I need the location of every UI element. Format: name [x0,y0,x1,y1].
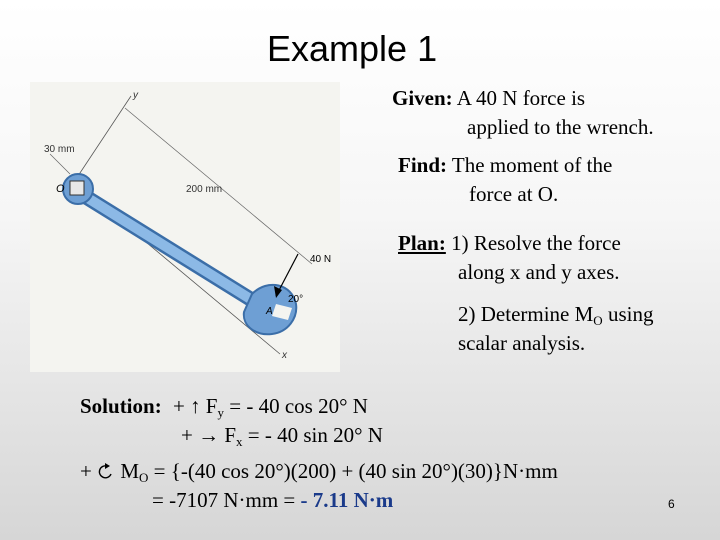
plan-step2-pre: 2) Determine M [458,302,594,326]
y-axis-label: y [133,90,138,101]
solution-fx-sub: x [236,434,243,449]
solution-fx-prefix: + → F [181,423,237,447]
force-label: 40 N [310,254,332,265]
solution-fy-eq: = - 40 cos 20° N [223,394,368,418]
counterclockwise-rotation-icon [97,462,115,480]
solution-result-answer: - 7.11 N·m [300,488,394,512]
wrench-figure [30,82,340,372]
plan-step2-sub: O [593,313,603,328]
solution-fy-prefix: + ↑ F [172,394,218,418]
solution-mo-eq: = {-(40 cos 20°)(200) + (40 sin 20°)(30)}N·mm [148,459,558,483]
plan-label: Plan: [398,231,446,255]
x-axis-label: x [282,350,287,361]
solution-result-pre: = -7107 N·mm = [152,488,296,512]
solution-fx-eq: = - 40 sin 20° N [242,423,383,447]
plan-step1-text-1: 1) Resolve the force [451,231,621,255]
find-text-1: The moment of the [451,153,613,177]
plan-line1 [398,229,621,257]
solution-fx-line [181,421,383,456]
given-line1 [392,84,585,112]
solution-result-line [152,486,393,514]
point-o-label: O [56,183,65,195]
page-number: 6 [668,497,675,511]
bolt-head [70,181,84,195]
find-text-2: force at O. [469,182,559,206]
figure-background [30,82,340,372]
solution-mo-prefix: + [80,459,92,483]
solution-label: Solution: [80,394,162,418]
plan-step2-text-2: scalar analysis. [458,331,586,355]
find-label: Find: [398,153,448,177]
given-label: Given: [392,86,453,110]
dimension-30-label: 30 mm [44,144,75,155]
solution-fy-sub: y [217,405,224,420]
solution-mo-m: M [120,459,140,483]
page-title: Example 1 [267,28,438,69]
find-line1 [398,151,612,179]
point-a-label: A [266,306,273,317]
plan-step1-text-2: along x and y axes. [458,260,620,284]
plan-step2-post: using [602,302,654,326]
given-text-1: A 40 N force is [456,86,586,110]
angle-label: 20° [288,294,304,305]
given-text-2: applied to the wrench. [467,115,654,139]
dimension-200-label: 200 mm [186,184,223,195]
wrench-diagram [30,82,340,372]
solution-mo-sub: O [139,470,149,485]
